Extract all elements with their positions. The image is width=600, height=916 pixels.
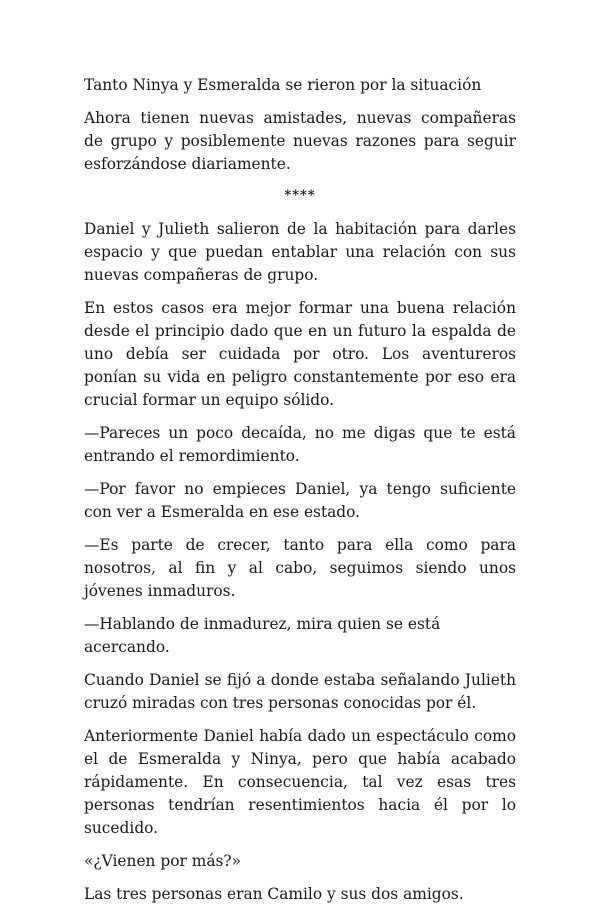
paragraph: Tanto Ninya y Esmeralda se rieron por la situación xyxy=(84,76,482,94)
thought-line: «¿Vienen por más?» xyxy=(84,852,242,870)
paragraph: Anteriormente Daniel había dado un espectáculo como el de Esmeralda y Ninya, pero que había acabado rápidamente. En consecuencia, tal vez esas tres personas tendrían resentimientos hacia él por lo sucedido. xyxy=(84,727,516,837)
paragraph: En estos casos era mejor formar una buena relación desde el principio dado que en un futuro la espalda de uno debía ser cuidada por otro. Los aventureros ponían su vida en peligro constantemente por eso era crucial formar un equipo sólido. xyxy=(84,299,516,409)
paragraph: Ahora tienen nuevas amistades, nuevas compañeras de grupo y posiblemente nuevas razones para seguir esforzándose diariamente. xyxy=(84,109,516,173)
dialogue-line: —Pareces un poco decaída, no me digas que te está entrando el remordimiento. xyxy=(84,424,516,465)
dialogue-line: —Es parte de crecer, tanto para ella como para nosotros, al fin y al cabo, seguimos siendo unos jóvenes inmaduros. xyxy=(84,536,516,600)
paragraph: Cuando Daniel se fijó a donde estaba señalando Julieth cruzó miradas con tres personas conocidas por él. xyxy=(84,671,516,712)
paragraph: Las tres personas eran Camilo y sus dos amigos. xyxy=(84,885,464,903)
paragraph: Daniel y Julieth salieron de la habitación para darles espacio y que puedan entablar una relación con sus nuevas compañeras de grupo. xyxy=(84,220,516,284)
document-page xyxy=(84,74,516,916)
section-separator: **** xyxy=(284,188,316,203)
dialogue-line: —Hablando de inmadurez, mira quien se está acercando. xyxy=(84,615,441,656)
dialogue-line: —Por favor no empieces Daniel, ya tengo suficiente con ver a Esmeralda en ese estado. xyxy=(84,480,516,521)
